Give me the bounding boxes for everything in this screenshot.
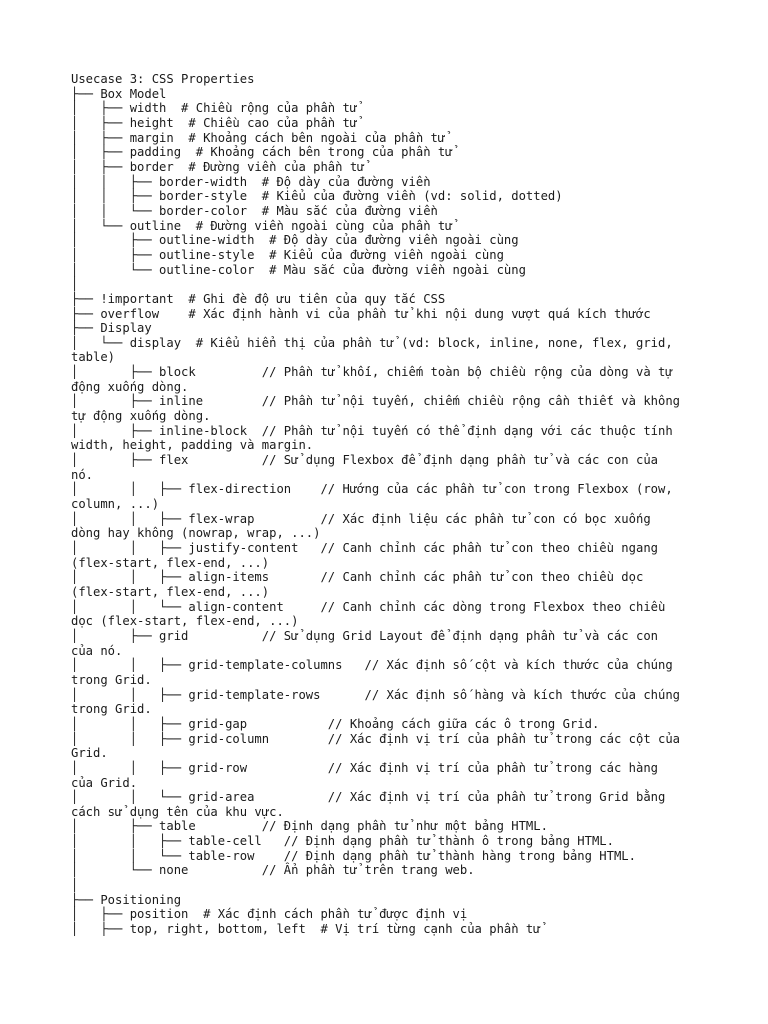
tree-line: │ └── outline-color # Màu sắc của đường viền ngoài cùng	[71, 262, 526, 277]
tree-line: dọc (flex-start, flex-end, ...)	[71, 614, 299, 629]
tree-line: table)	[71, 350, 116, 365]
tree-line: │ │ └── border-color # Màu sắc của đường viền	[71, 203, 438, 218]
tree-line: trong Grid.	[71, 702, 152, 717]
tree-line: tự động xuống dòng.	[71, 409, 211, 424]
tree-line: động xuống dòng.	[71, 379, 189, 394]
tree-line: │ └── display # Kiểu hiển thị của phần tử (vd: block, inline, none, flex, grid,	[71, 335, 673, 350]
tree-line: │ ├── table // Định dạng phần tử như một bảng HTML.	[71, 819, 548, 834]
tree-line: │ └── none // Ẩn phần tử trên trang web.	[71, 863, 475, 878]
tree-line: │ ├── flex // Sử dụng Flexbox để định dạng phần tử và các con của	[71, 453, 658, 468]
tree-line: column, ...)	[71, 497, 160, 512]
tree-line: ├── overflow # Xác định hành vi của phần tử khi nội dung vượt quá kích thước	[71, 306, 651, 321]
tree-line: │ ├── position # Xác định cách phần tử được định vị	[71, 907, 468, 922]
tree-line: │ │ ├── align-items // Canh chỉnh các phần tử con theo chiều dọc	[71, 570, 644, 585]
tree-line: │ │ ├── border-style # Kiểu của đường viền (vd: solid, dotted)	[71, 189, 563, 204]
tree-line: │ │ └── grid-area // Xác định vị trí của phần tử trong Grid bằng	[71, 790, 666, 805]
tree-line: ├── Positioning	[71, 892, 182, 907]
tree-line: │ ├── inline-block // Phần tử nội tuyến có thể định dạng với các thuộc tính	[71, 423, 673, 438]
tree-line: │ ├── width # Chiều rộng của phần tử	[71, 101, 358, 116]
tree-line: │ │ ├── justify-content // Canh chỉnh các phần tử con theo chiều ngang	[71, 541, 658, 555]
tree-line: │ ├── top, right, bottom, left # Vị trí từng cạnh của phần tử	[71, 922, 541, 937]
tree-line: của Grid.	[71, 775, 138, 790]
tree-line: │ ├── padding # Khoảng cách bên trong của phần tử	[71, 145, 453, 160]
tree-line: │ ├── height # Chiều cao của phần tử	[71, 115, 358, 130]
tree-line: │ │ ├── table-cell // Định dạng phần tử thành ô trong bảng HTML.	[71, 834, 614, 849]
tree-line: │ │ ├── grid-template-rows // Xác định số hàng và kích thước của chúng	[71, 687, 681, 702]
tree-line: Grid.	[71, 746, 108, 761]
tree-line: │ ├── outline-width # Độ dày của đường viền ngoài cùng	[71, 233, 519, 248]
tree-line: │ │ └── table-row // Định dạng phần tử thành hàng trong bảng HTML.	[71, 848, 636, 863]
tree-line: │ ├── margin # Khoảng cách bên ngoài của phần tử	[71, 130, 446, 145]
tree-line: ├── Box Model	[71, 86, 167, 101]
tree-line: ├── Display	[71, 321, 152, 336]
tree-line: │ │ ├── flex-wrap // Xác định liệu các phần tử con có bọc xuống	[71, 511, 651, 526]
tree-line: (flex-start, flex-end, ...)	[71, 584, 270, 599]
tree-line: dòng hay không (nowrap, wrap, ...)	[71, 526, 321, 541]
tree-line: │ ├── outline-style # Kiểu của đường viền ngoài cùng	[71, 247, 504, 262]
tree-line: cách sử dụng tên của khu vực.	[71, 804, 284, 819]
tree-line: width, height, padding và margin.	[71, 438, 314, 453]
tree-line: │ │ ├── grid-template-columns // Xác định số cột và kích thước của chúng	[71, 658, 673, 673]
tree-line: │	[71, 878, 79, 893]
tree-line: của nó.	[71, 643, 123, 658]
tree-line: (flex-start, flex-end, ...)	[71, 555, 270, 570]
tree-line: │ ├── grid // Sử dụng Grid Layout để định dạng phần tử và các con	[71, 628, 658, 643]
tree-line: │ │ ├── grid-column // Xác định vị trí của phần tử trong các cột của	[71, 731, 681, 746]
tree-line: │ │ ├── flex-direction // Hướng của các phần tử con trong Flexbox (row,	[71, 482, 673, 497]
css-properties-tree	[71, 72, 711, 937]
tree-line: │ │ ├── border-width # Độ dày của đường viền	[71, 174, 431, 189]
document-title: Usecase 3: CSS Properties	[71, 72, 255, 86]
tree-line: │ ├── inline // Phần tử nội tuyến, chiếm chiều rộng cần thiết và không	[71, 394, 681, 409]
tree-line: │ ├── border # Đường viền của phần tử	[71, 159, 365, 174]
tree-line: │ ├── block // Phần tử khối, chiếm toàn bộ chiều rộng của dòng và tự	[71, 365, 673, 380]
tree-line: │ │ └── align-content // Canh chỉnh các dòng trong Flexbox theo chiều	[71, 599, 666, 614]
tree-line: trong Grid.	[71, 672, 152, 687]
tree-line: nó.	[71, 467, 94, 482]
tree-line: │ └── outline # Đường viền ngoài cùng của phần tử	[71, 218, 453, 233]
tree-line: ├── !important # Ghi đè độ ưu tiên của quy tắc CSS	[71, 291, 446, 306]
tree-line: │ │ ├── grid-row // Xác định vị trí của phần tử trong các hàng	[71, 760, 658, 775]
tree-line: │	[71, 277, 79, 292]
tree-line: │ │ ├── grid-gap // Khoảng cách giữa các ô trong Grid.	[71, 716, 600, 731]
